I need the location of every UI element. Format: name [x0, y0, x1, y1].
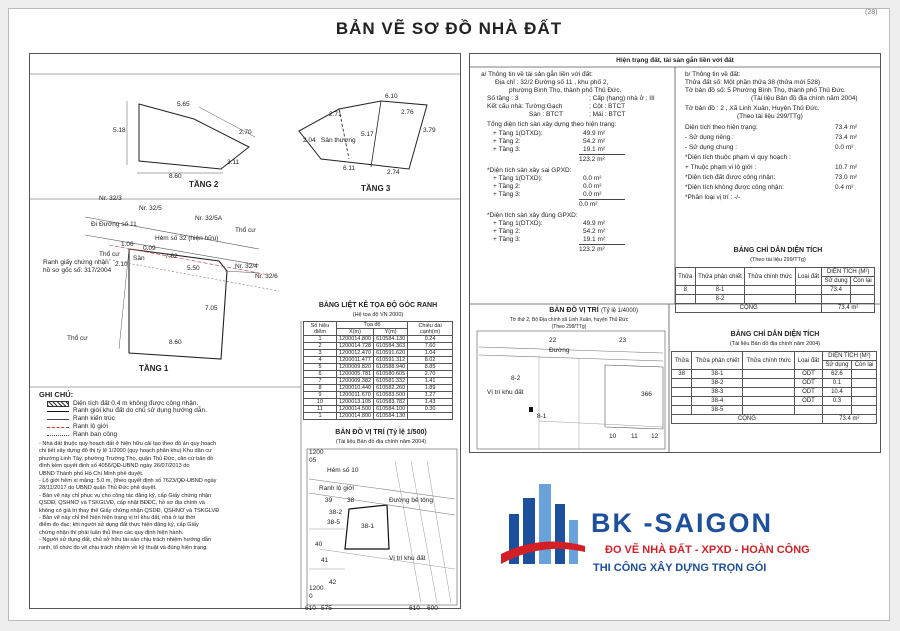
floor-area: 0.0 m²: [583, 175, 602, 182]
tang1-dim-4: 7.05: [205, 305, 218, 312]
coord-cell: 9: [304, 392, 337, 399]
land-area-label: *Diện tích không được công nhận:: [685, 184, 784, 191]
brand-tagline-1: ĐO VẼ NHÀ ĐẤT - XPXD - HOÀN CÔNG: [605, 544, 810, 556]
coord-cell: 0.30: [408, 406, 453, 413]
coord-cell: 2.70: [408, 371, 453, 378]
floor-group-total: 123.2 m²: [579, 154, 625, 164]
floor-group-total: 123.2 m²: [579, 244, 625, 254]
site-map-alley: Hẻm số 10: [327, 467, 359, 474]
a2004-h-used: Sử dụng: [822, 361, 851, 370]
area-table-2004-subtitle: (Tài liệu Bản đồ địa chính năm 2004): [729, 341, 821, 347]
site-map-concrete-road: Đường bê tông: [389, 497, 434, 504]
tang1-tho-cu-1: Thổ cư: [235, 227, 256, 234]
a2004-cell: 10.4: [822, 388, 851, 397]
tang1-label: TẦNG 1: [139, 364, 169, 373]
tang1-nr-32-6: Nr. 32/6: [255, 273, 278, 280]
tang1-dim-7: 0.09: [143, 245, 156, 252]
floor-area: 0.0 m²: [583, 191, 602, 198]
tang1-dim-6: 1.06: [121, 241, 134, 248]
coord-cell: 7: [304, 378, 337, 385]
info-a-structure: Kết cấu nhà: Tường:Gạch: [487, 103, 563, 110]
a2004-cell: 38-5: [692, 406, 743, 415]
tang2-label: TẦNG 2: [189, 180, 219, 189]
coord-cell: 1200014.800: [336, 336, 373, 343]
site-map-title: BẢN ĐỒ VỊ TRÍ (Tỷ lệ 1/500): [335, 429, 427, 436]
legend-note-line: ranh, tổ chức đo vẽ chịu trách nhiệm về kỹ thuật và đúng hiện trạng.: [39, 544, 208, 551]
land-area-value: 10.7 m²: [835, 164, 858, 171]
land-area-label: - Sử dụng riêng :: [685, 134, 734, 141]
coord-cell: 1200014.728: [336, 343, 373, 350]
site-map-location: Vị trí khu đất: [389, 555, 426, 562]
a2004-cell: 38-4: [692, 397, 743, 406]
site-map-axis-575: 575: [321, 605, 332, 612]
tang3-terrace-label: Sân thượng: [321, 137, 356, 144]
coord-cell: 610584.100: [374, 406, 408, 413]
a2004-cell: ODT: [795, 379, 823, 388]
tang1-bound-note: Ranh giấy chứng nhận: [43, 259, 109, 266]
floor-name: + Tầng 1(DTXD):: [493, 130, 543, 137]
location-map-road: Đường: [549, 347, 570, 354]
area-table-2004-title: BẢNG CHỈ DẪN DIỆN TÍCH: [730, 331, 820, 338]
coord-cell: 1200014.800: [336, 413, 373, 420]
tang3-dim-6: 2.04: [303, 137, 316, 144]
coord-table-subtitle: (Hệ tọa độ VN 2000): [352, 312, 404, 318]
coord-cell: 610588.940: [374, 364, 408, 371]
site-map-parcel-38-1: 38-1: [361, 523, 375, 530]
floor-name: + Tầng 2:: [493, 138, 521, 145]
coord-cell: 8: [304, 385, 337, 392]
floor-group-title: *Diện tích sàn xây đúng GPXD:: [487, 212, 578, 219]
tang1-dim-3: 5.50: [187, 265, 200, 272]
a2004-cell: ODT: [795, 370, 823, 379]
coord-cell: 6: [304, 371, 337, 378]
tang1-nr-32-5: Nr. 32/5: [139, 205, 162, 212]
page-number-stamp: (28): [865, 9, 878, 16]
tang1-street: Đi Đường số 11: [91, 221, 137, 228]
coord-cell: 610591.312: [374, 357, 408, 364]
legend-note-line: - Bản vẽ này chỉ phục vụ cho công tác đăng ký, cấp Giấy chứng nhận: [39, 492, 212, 499]
a2004-total: 73.4 m²: [822, 415, 876, 424]
a2004-cell: ODT: [795, 397, 823, 406]
land-area-label: + Thuộc phạm vi lộ giới :: [685, 164, 757, 171]
legend-note-line: UBND Thành phố Hồ Chí Minh phê duyệt.: [39, 470, 144, 477]
site-map-label-05: 05: [309, 457, 317, 464]
coord-cell: 1: [304, 413, 337, 420]
a299-h-parcel: Thửa: [676, 268, 696, 286]
a2004-total-label: CỘNG: [672, 415, 823, 424]
coord-cell: 8.85: [408, 364, 453, 371]
a299-h-official: Thửa chính thức: [745, 268, 795, 286]
info-b-parcel: Thửa đất số: Một phần thửa 38 (thửa mới 528): [685, 79, 821, 86]
coord-cell: 610581.332: [374, 378, 408, 385]
coord-cell: 1200009.382: [336, 378, 373, 385]
land-area-label: *Diện tích đất được công nhận:: [685, 174, 776, 181]
location-map-label-10: 10: [609, 433, 617, 440]
info-a-floors: Số tầng : 3: [487, 95, 519, 102]
info-a-roof: ; Mái : BTCT: [589, 111, 626, 118]
tang1-yard: Sân: [133, 255, 145, 262]
legend-note-line: chi tiết xây dựng đô thị tỷ lệ 1/2000 (quy hoạch phân khu) Khu dân cư: [39, 448, 212, 455]
coord-cell: 2: [304, 343, 337, 350]
site-map-parcel-42: 42: [329, 579, 337, 586]
a2004-cell: 38-3: [692, 388, 743, 397]
a2004-h-remaining: Còn lại: [852, 361, 877, 370]
legend-note-line: điểm đo đạc; khi người sử dụng đất thực hiện đăng ký, cấp Giấy: [39, 522, 199, 529]
a2004-h-split: Thửa phân chiết: [692, 352, 743, 370]
site-map-axis-610-a: 610: [305, 605, 316, 612]
coord-cell: 11: [304, 406, 337, 413]
page-title: BẢN VẼ SƠ ĐỒ NHÀ ĐẤT: [335, 19, 563, 38]
coord-cell: 1200011.477: [336, 357, 373, 364]
coord-cell: 610583.500: [374, 392, 408, 399]
coord-cell: 610591.620: [374, 350, 408, 357]
legend-note-line: phường Linh Tây, phường Trường Thọ, quận Thủ Đức, căn cứ bản đồ: [39, 455, 214, 462]
location-map-sub1: Tờ thứ 2, Bộ Địa chính xã Linh Xuân, huyện Thủ Đức: [509, 317, 629, 323]
site-map-label-1200: 1200: [309, 449, 324, 456]
floor-name: + Tầng 3:: [493, 191, 521, 198]
tang3-dim-5: 6.11: [343, 165, 356, 172]
brand-name: BK -SAIGON: [591, 508, 773, 538]
location-map-label-22: 22: [549, 337, 557, 344]
tang1-dim-2: 7.62: [165, 253, 178, 260]
a2004-h-parcel: Thửa: [672, 352, 692, 370]
coord-cell: 1.04: [408, 350, 453, 357]
land-area-label: Diện tích theo hiện trạng:: [685, 124, 758, 131]
info-b-map-sheet: Tờ bản đồ số: 5 Phường Bình Thọ, thành phố Thủ Đức.: [685, 87, 846, 94]
coord-cell: 1.27: [408, 392, 453, 399]
land-area-value: 0.4 m²: [835, 184, 854, 191]
right-header: Hiện trạng đất, tài sản gắn liền với đất: [616, 57, 734, 64]
site-map-parcel-38-5: 38-5: [327, 519, 341, 526]
location-map-label-8-1: 8-1: [537, 413, 547, 420]
location-map-label-11: 11: [631, 433, 638, 440]
tang2-dim-3: 5.18: [113, 127, 126, 134]
coord-header-group: Tọa độ: [336, 322, 407, 329]
floor-area: 54.2 m²: [583, 138, 606, 145]
land-area-label: *Diện tích thuộc phạm vi quy hoạch :: [685, 154, 791, 161]
brand-buildings-icon: [501, 474, 586, 574]
coord-cell: 1: [304, 336, 337, 343]
legend-note-line: - Người sử dụng đất, chủ sở hữu tài sản chịu trách nhiệm hướng dẫn: [39, 537, 212, 544]
site-map-axis-600: 600: [427, 605, 438, 612]
legend-note-line: - Nhà đất thuộc quy hoạch đất ở hiện hữu cải tạo theo đồ án quy hoạch: [39, 441, 217, 447]
legend-note-line: chứng nhận thì phải luân thủ theo các quy định hiện hành.: [39, 529, 184, 536]
coord-cell: 1.41: [408, 378, 453, 385]
coord-header-point: Số hiệu điểm: [304, 322, 337, 336]
coord-cell: 1200014.500: [336, 406, 373, 413]
land-area-value: 73.4 m²: [835, 124, 858, 131]
coord-cell: 1200012.470: [336, 350, 373, 357]
tang1-nr-32-3: Nr. 32/3: [99, 195, 122, 202]
coord-cell: 7.60: [408, 343, 453, 350]
coord-cell: 0.24: [408, 336, 453, 343]
coord-cell: 1.89: [408, 385, 453, 392]
tang1-bound-note-2: hồ sơ gốc số: 317/2004: [43, 267, 112, 274]
a2004-cell: 38: [672, 370, 692, 379]
floor-group-title: *Diện tích sàn xây sai GPXD:: [487, 167, 572, 174]
coord-cell: 610584.130: [374, 336, 408, 343]
legend-note-line: QSDĐ, QSHNƠ và TSKGLVĐ, cấp nhật BĐĐC, hồ sơ địa chính và: [39, 500, 205, 507]
info-a-ward: phường Bình Thọ, thành phố Thủ Đức.: [509, 87, 622, 94]
floor-name: + Tầng 3:: [493, 146, 521, 153]
land-area-value: 0.0 m²: [835, 144, 854, 151]
tang1-tho-cu-3: Thổ cư: [67, 335, 88, 342]
site-map-subtitle: (Tài liệu Bản đồ địa chính năm 2004): [335, 439, 427, 445]
coord-cell: 610582.260: [374, 385, 408, 392]
site-map-axis-610-b: 610: [409, 605, 420, 612]
legend-item-3: Ranh kiến trúc: [73, 415, 115, 422]
site-map-parcel-39: 39: [325, 497, 333, 504]
floor-group-total: 0.0 m²: [579, 199, 625, 209]
floor-name: + Tầng 1(DTXD):: [493, 175, 543, 182]
coord-cell: 610584.363: [374, 343, 408, 350]
legend-note-line: - Bản vẽ này chỉ thể hiện hiện trạng vị trí khu đất, nhà ở tại thời: [39, 515, 196, 522]
location-map-sub2: (Theo 299/TTg): [551, 324, 587, 330]
a2004-h-type: Loại đất: [795, 352, 823, 370]
a2004-cell: 0.3: [822, 397, 851, 406]
coord-cell: 1200013.105: [336, 399, 373, 406]
floor-name: + Tầng 2:: [493, 228, 521, 235]
floor-area: 19.1 m²: [583, 146, 606, 153]
document-sheet: [8, 8, 890, 621]
legend-item-4: Ranh lộ giới: [73, 423, 108, 430]
info-b-map-sheet-old: Tờ bản đồ : 2 , Xã Linh Xuân, Huyện Thủ Đức.: [685, 105, 820, 112]
brand-tagline-2: THI CÔNG XÂY DỰNG TRỌN GÓI: [593, 562, 767, 574]
tang2-dim-4: 8.60: [169, 173, 182, 180]
info-b-source-2004: (Tài liệu Bản đồ địa chính năm 2004): [751, 95, 858, 102]
a299-total: 73.4 m²: [822, 304, 875, 313]
tang3-dim-2: 2.71: [329, 111, 342, 118]
info-b-source-299: (Theo tài liệu 299/TTg): [737, 113, 803, 120]
tang1-dim-1: 8.60: [169, 339, 182, 346]
site-map-parcel-40: 40: [315, 541, 323, 548]
info-b-title: b/ Thông tin về đất:: [685, 71, 741, 78]
coord-cell: 1200011.670: [336, 392, 373, 399]
a299-cell: 8-1: [695, 286, 745, 295]
site-map-parcel-41: 41: [321, 557, 329, 564]
tang3-dim-3: 2.76: [401, 109, 414, 116]
info-a-column: ; Cột : BTCT: [589, 103, 626, 110]
site-map-parcel-38-2: 38-2: [329, 509, 343, 516]
coord-cell: 1200009.820: [336, 364, 373, 371]
a2004-cell: 38-1: [692, 370, 743, 379]
tang3-dim-1: 6.10: [385, 93, 398, 100]
floor-name: + Tầng 1(DTXD):: [493, 220, 543, 227]
location-map-label-366: 366: [641, 391, 652, 398]
floor-area: 0.0 m²: [583, 183, 602, 190]
tang1-alley: Hẻm số 32 (hiện hữu): [155, 235, 219, 242]
land-area-value: 73.4 m²: [835, 134, 858, 141]
legend-item-5: Ranh ban công: [73, 431, 118, 438]
tang3-dim-4: 3.79: [423, 127, 436, 134]
location-map-scale: (Tỷ lệ 1/4000): [601, 308, 639, 314]
coord-cell: 610584.130: [374, 413, 408, 420]
tang2-dim-2: 2.70: [239, 129, 252, 136]
site-map-axis-0: 0: [309, 593, 313, 600]
a2004-cell: ODT: [795, 388, 823, 397]
tang1-dim-5: 2.10: [115, 261, 128, 268]
tang1-tho-cu-2: Thổ cư: [99, 251, 120, 258]
legend-item-2: Ranh giới khu đất do chủ sử dụng hướng dẫn.: [73, 407, 207, 414]
legend-item-1: Diện tích đất 0.4 m không được công nhận.: [73, 400, 199, 407]
coord-cell: 4: [304, 357, 337, 364]
floor-area: 54.2 m²: [583, 228, 606, 235]
a299-total-label: CỘNG: [676, 304, 822, 313]
info-a-floor-slab: Sàn : BTCT: [529, 111, 563, 118]
coord-header-x: X(m): [336, 329, 373, 336]
floor-area: 49.9 m²: [583, 220, 606, 227]
a299-cell: 8: [676, 286, 696, 295]
coord-cell: 610580.605: [374, 371, 408, 378]
location-map-label-12: 12: [651, 433, 659, 440]
a299-cell: 8-2: [695, 295, 745, 304]
location-map-label-23: 23: [619, 337, 627, 344]
site-map-road-limit: Ranh lộ giới: [319, 485, 354, 492]
tang2-dim-5: 3.11: [227, 159, 240, 166]
a2004-cell: 38-2: [692, 379, 743, 388]
floor-area: 49.9 m²: [583, 130, 606, 137]
site-map-axis-1200: 1200: [309, 585, 324, 592]
tang3-dim-8: 2.74: [387, 169, 400, 176]
coord-table-title: BẢNG LIỆT KÊ TỌA ĐỘ GÓC RANH: [318, 302, 438, 309]
coord-cell: 3: [304, 350, 337, 357]
legend-note-line: không có giá trị thay thế Giấy chứng nhận QSDĐ, QSHNƠ và TSKGLVĐ: [39, 507, 220, 514]
location-map-site-label: Vị trí khu đất: [487, 389, 524, 396]
location-map-title: BẢN ĐỒ VỊ TRÍ: [549, 307, 599, 314]
location-map-label-8-2: 8-2: [511, 375, 521, 382]
site-map-parcel-38: 38: [347, 497, 355, 504]
legend-title: GHI CHÚ:: [39, 390, 74, 399]
coord-cell: 10: [304, 399, 337, 406]
coord-cell: 1200010.440: [336, 385, 373, 392]
info-a-total-title: Tổng diện tích sàn xây dựng theo hiện trạng:: [487, 121, 617, 128]
a299-h-used: Sử dụng: [822, 277, 851, 286]
info-a-address: Địa chỉ : 32/2 Đường số 11 , khu phố 2,: [495, 79, 609, 86]
tang1-nr-32-5a: Nr. 32/5A: [195, 215, 223, 222]
land-area-value: 73.0 m²: [835, 174, 858, 181]
legend-note-line: đính kèm quyết định số 4056/QĐ-UBND ngày 26/07/2013 do: [39, 463, 190, 470]
floor-area: 19.1 m²: [583, 236, 606, 243]
coord-cell: 1.43: [408, 399, 453, 406]
tang3-dim-7: 5.17: [361, 131, 374, 138]
a299-h-split: Thửa phân chiết: [695, 268, 745, 286]
land-area-label: *Phân loại vị trí : -/-: [685, 194, 741, 201]
floor-name: + Tầng 3:: [493, 236, 521, 243]
area-table-299-subtitle: (Theo tài liệu 299/TTg): [750, 257, 806, 263]
a2004-cell: 62.6: [822, 370, 851, 379]
floor-name: + Tầng 2:: [493, 183, 521, 190]
a2004-h-area: DIỆN TÍCH (M²): [822, 352, 876, 361]
coord-cell: 5: [304, 364, 337, 371]
a2004-h-official: Thửa chính thức: [743, 352, 795, 370]
a299-h-area: DIỆN TÍCH (M²): [822, 268, 875, 277]
brand-logo: [501, 474, 846, 594]
coord-cell: 610583.782: [374, 399, 408, 406]
info-a-grade: ; Cấp (hạng) nhà ở : III: [589, 95, 655, 102]
tang2-dim-1: 5.65: [177, 101, 190, 108]
a299-cell: 73.4: [822, 286, 851, 295]
coord-cell: 1200005.781: [336, 371, 373, 378]
legend-note-line: - Lộ giới hẻm xí măng: 5.0 m, (theo quyết định số 7623/QĐ-UBND ngày: [39, 478, 217, 485]
tang3-label: TẦNG 3: [361, 184, 391, 193]
a299-h-remaining: Còn lại: [850, 277, 874, 286]
land-area-label: - Sử dụng chung :: [685, 144, 738, 151]
a2004-cell: 0.1: [822, 379, 851, 388]
coord-header-length: Chiều dài cạnh(m): [408, 322, 453, 336]
info-a-title: a/ Thông tin về tài sản gắn liền với đất:: [481, 71, 593, 78]
area-table-299-title: BẢNG CHỈ DẪN DIỆN TÍCH: [733, 247, 823, 254]
coord-cell: 8.02: [408, 357, 453, 364]
coord-header-y: Y(m): [374, 329, 408, 336]
tang1-nr-32-4: Nr. 32/4: [235, 263, 258, 270]
a299-h-type: Loại đất: [795, 268, 822, 286]
legend-note-line: 28/11/2017 do UBND quận Thủ Đức phê duyệt.: [39, 485, 157, 492]
